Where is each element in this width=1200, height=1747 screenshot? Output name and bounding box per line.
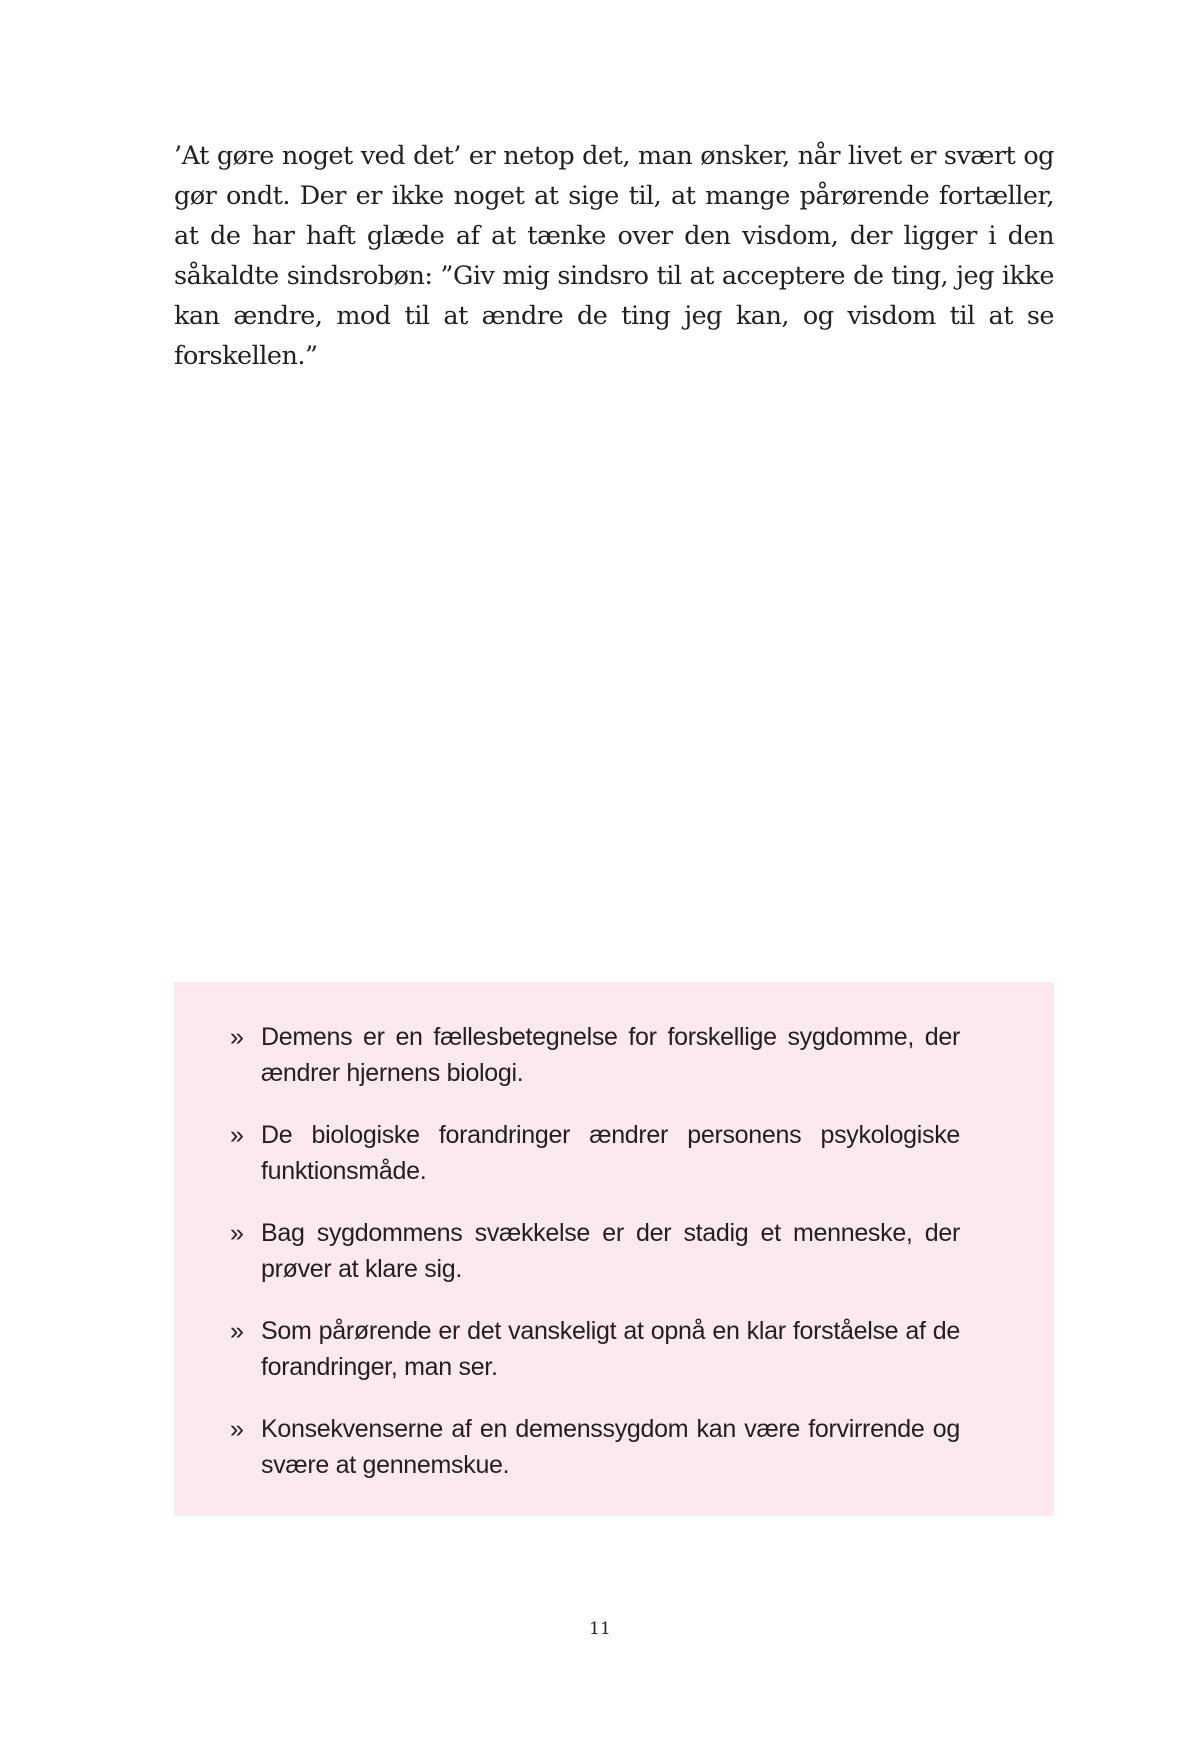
- double-chevron-bullet-icon: »: [230, 1415, 244, 1443]
- summary-item: [230, 1313, 960, 1385]
- summary-item-text: Demens er en fællesbetegnelse for forskellige sygdomme, der ændrer hjernens biologi.: [261, 1023, 960, 1087]
- summary-item-text: De biologiske forandringer ændrer personens psykologiske funktionsmåde.: [261, 1121, 960, 1185]
- summary-item: [230, 1117, 960, 1189]
- summary-list: [230, 1019, 960, 1509]
- double-chevron-bullet-icon: »: [230, 1023, 244, 1051]
- body-paragraph: ’At gøre noget ved det’ er netop det, man ønsker, når livet er svært og gør ondt. Der er ikke noget at sige til, at mange pårørende fortæller, at de har haft glæde af at tænke over den visdom, der ligger i den såkaldte sindsrobøn: ”Giv mig sindsro til at acceptere de ting, jeg ikke kan ændre, mod til at ændre de ting jeg kan, og visdom til at se forskellen.”: [174, 141, 1054, 371]
- summary-item: [230, 1019, 960, 1091]
- summary-item: [230, 1215, 960, 1287]
- double-chevron-bullet-icon: »: [230, 1121, 244, 1149]
- double-chevron-bullet-icon: »: [230, 1219, 244, 1247]
- summary-item-text: Bag sygdommens svækkelse er der stadig et menneske, der prøver at klare sig.: [261, 1219, 960, 1283]
- summary-item-text: Konsekvenserne af en demenssygdom kan være forvirrende og svære at gennemskue.: [261, 1415, 960, 1479]
- summary-box: [174, 982, 1054, 1516]
- summary-item-text: Som pårørende er det vanskeligt at opnå en klar forståelse af de forandringer, man ser.: [261, 1317, 960, 1381]
- page-number: 11: [589, 1619, 611, 1639]
- summary-item: [230, 1411, 960, 1483]
- double-chevron-bullet-icon: »: [230, 1317, 244, 1345]
